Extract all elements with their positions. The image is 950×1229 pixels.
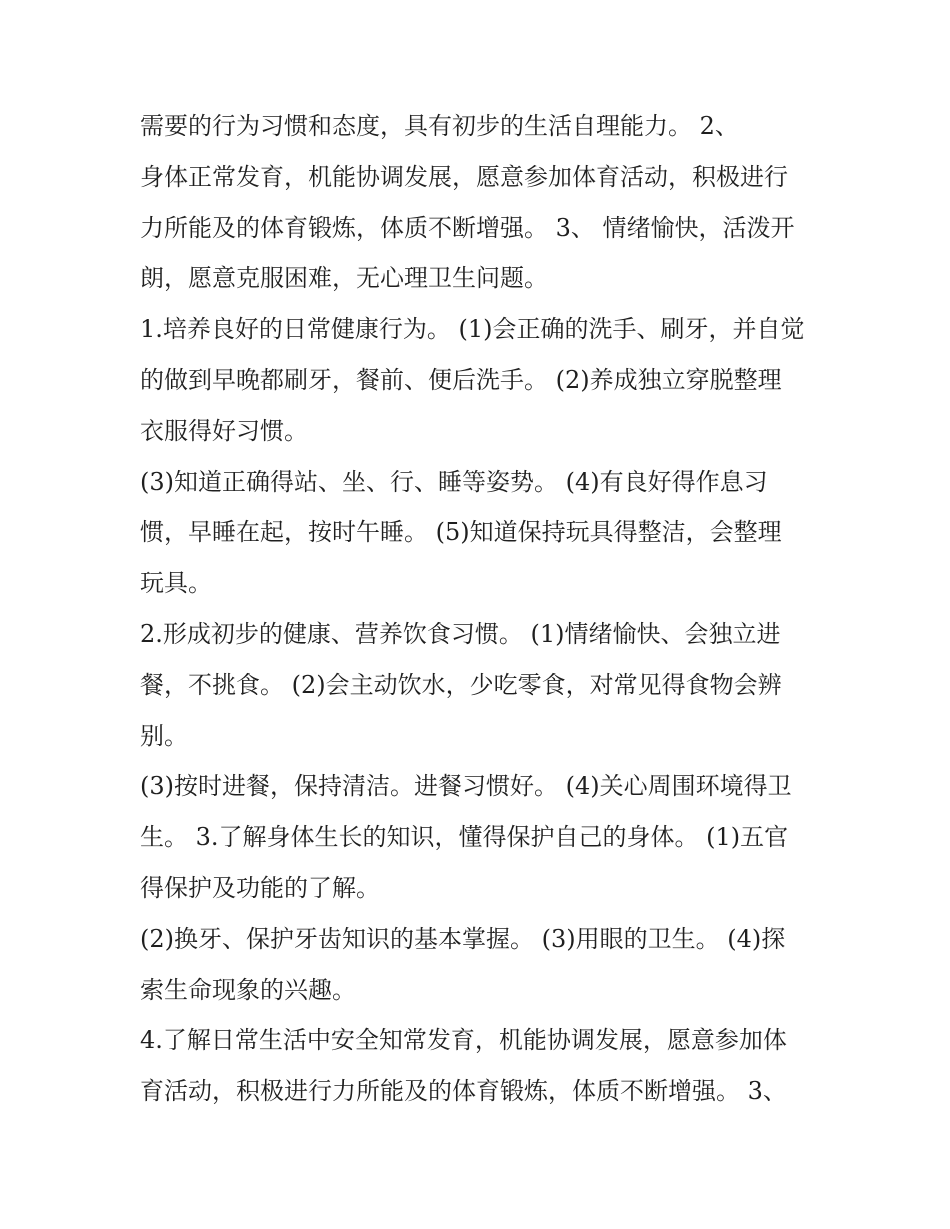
text-line: 育活动，积极进行力所能及的体育锻炼，体质不断增强。 3、: [140, 1077, 787, 1106]
text-line: 身体正常发育，机能协调发展，愿意参加体育活动，积极进行: [140, 162, 788, 191]
text-line: (2)换牙、保护牙齿知识的基本掌握。 (3)用眼的卫生。 (4)探: [140, 924, 786, 953]
paragraph-diet-habits: [140, 609, 820, 761]
text-line: (3)按时进餐，保持清洁。进餐习惯好。 (4)关心周围环境得卫: [140, 772, 792, 801]
text-line: 索生命现象的兴趣。: [140, 975, 356, 1004]
text-line: 4.了解日常生活中安全知常发育，机能协调发展，愿意参加体: [140, 1026, 787, 1055]
document-body: [140, 101, 820, 1117]
text-line: 玩具。: [140, 569, 212, 598]
text-line: 需要的行为习惯和态度，具有初步的生活自理能力。 2、: [140, 112, 739, 140]
text-line: 朗，愿意克服困难，无心理卫生问题。: [140, 264, 548, 293]
text-line: 惯，早睡在起，按时午睡。 (5)知道保持玩具得整洁，会整理: [140, 518, 782, 547]
paragraph-self-care: [140, 101, 820, 152]
paragraph-meal-hygiene: [140, 761, 820, 913]
paragraph-health-behavior: [140, 304, 820, 456]
text-line: (3)知道正确得站、坐、行、睡等姿势。 (4)有良好得作息习: [140, 467, 768, 496]
text-line: 衣服得好习惯。: [140, 416, 308, 445]
text-line: 餐，不挑食。 (2)会主动饮水，少吃零食，对常见得食物会辨: [140, 670, 782, 699]
text-line: 的做到早晚都刷牙，餐前、便后洗手。 (2)养成独立穿脱整理: [140, 365, 782, 394]
text-line: 1.培养良好的日常健康行为。 (1)会正确的洗手、刷牙，并自觉: [140, 315, 805, 344]
text-line: 2.形成初步的健康、营养饮食习惯。 (1)情绪愉快、会独立进: [140, 619, 781, 648]
paragraph-safety-knowledge: [140, 1015, 820, 1117]
paragraph-body-knowledge: [140, 914, 820, 1016]
text-line: 生。 3.了解身体生长的知识，懂得保护自己的身体。 (1)五官: [140, 823, 789, 852]
text-line: 得保护及功能的了解。: [140, 873, 380, 902]
text-line: 力所能及的体育锻炼，体质不断增强。 3、 情绪愉快，活泼开: [140, 213, 795, 242]
text-line: 别。: [140, 721, 188, 750]
paragraph-physical-development: [140, 152, 820, 304]
paragraph-posture-routine: [140, 457, 820, 609]
